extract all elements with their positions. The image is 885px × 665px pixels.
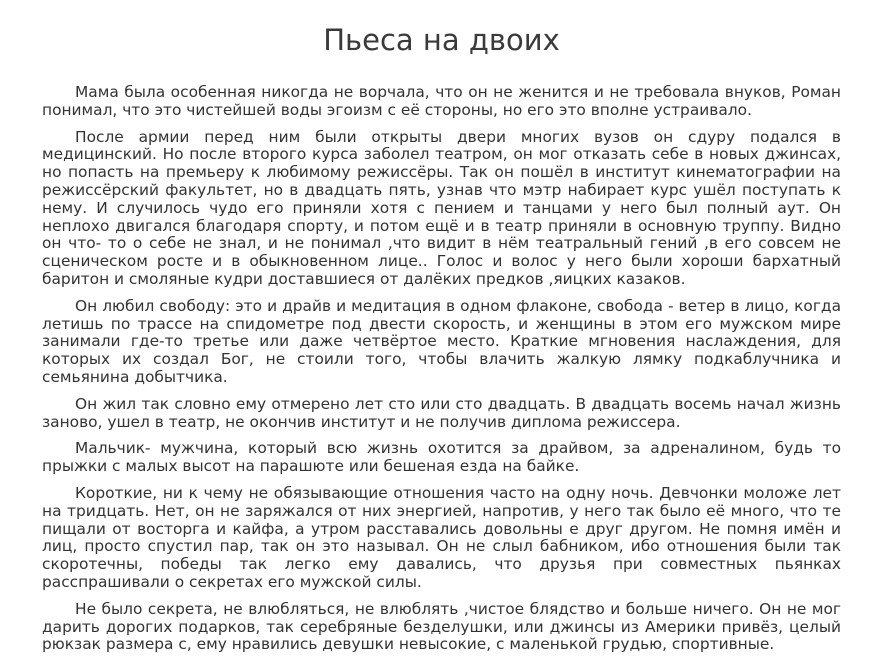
paragraph-3: Он любил свободу: это и драйв и медитация в одном флаконе, свобода - ветер в лицо, когда летишь по трассе на спидометре под двести скорость, и женщины в этом его мужском мире занимали где-то третье или даже четвёртое место. Краткие мгновения наслаждения, для которых их создал Бог, не стоили того, чтобы влачить жалкую лямку подкаблучника и семьянина добытчика.	[42, 296, 841, 386]
page-title: Пьеса на двоих	[323, 23, 560, 57]
paragraph-6: Короткие, ни к чему не обязывающие отношения часто на одну ночь. Девчонки моложе лет на тридцать. Нет, он не заряжался от них энергией, напротив, у него так было её много, что те пищали от восторга и кайфа, а утром расставались довольны е друг другом. Не помня имён и лиц, просто спустил пар, так он это называл. Он не слыл бабником, ибо отношения были так скоротечны, победы так легко ему давались, что друзья при совместных пьянках расспрашивали о секретах его мужской силы.	[42, 483, 841, 591]
paragraph-2: После армии перед ним были открыты двери многих вузов он сдуру подался в медицинский. Но после второго курса заболел театром, он мог отказать себе в новых джинсах, но попасть на премьеру к любимому режиссёры. Так он пошёл в институт кинематографии на режиссёрский факультет, но в двадцать пять, узнав что мэтр набирает курс ушёл поступать к нему. И случилось чудо его приняли хотя с пением и танцами у него был полный аут. Он неплохо двигался благодаря спорту, и потом ещё и в театр приняли в основную труппу. Видно он что- то о себе не знал, и не понимал ,что видит в нём театральный гений ,в его совсем не сценическом росте и в обыкновенном лице.. Голос и волос у него были хороши бархатный баритон и смоляные кудри доставшиеся от далёких предков ,яицких казаков.	[42, 127, 841, 288]
paragraph-1: Мама была особенная никогда не ворчала, что он не женится и не требовала внуков, Роман понимал, что это чистейшей воды эгоизм с её стороны, но его это вполне устраивало.	[42, 83, 841, 119]
paragraph-4: Он жил так словно ему отмерено лет сто или сто двадцать. В двадцать восемь начал жизнь заново, ушел в театр, не окончив институт и не получив диплома режиссера.	[42, 394, 841, 431]
paragraph-5: Мальчик- мужчина, который всю жизнь охотится за драйвом, за адреналином, будь то прыжки с малых высот на парашюте или бешеная езда на байке.	[42, 439, 841, 476]
paragraph-7: Не было секрета, не влюбляться, не влюблять ,чистое блядство и больше ничего. Он не мог дарить дорогих подарков, так серебряные безделушки, или джинсы из Америки привёз, целый рюкзак размера с, ему нравились девушки невысокие, с маленькой грудью, спортивные.	[42, 599, 841, 654]
